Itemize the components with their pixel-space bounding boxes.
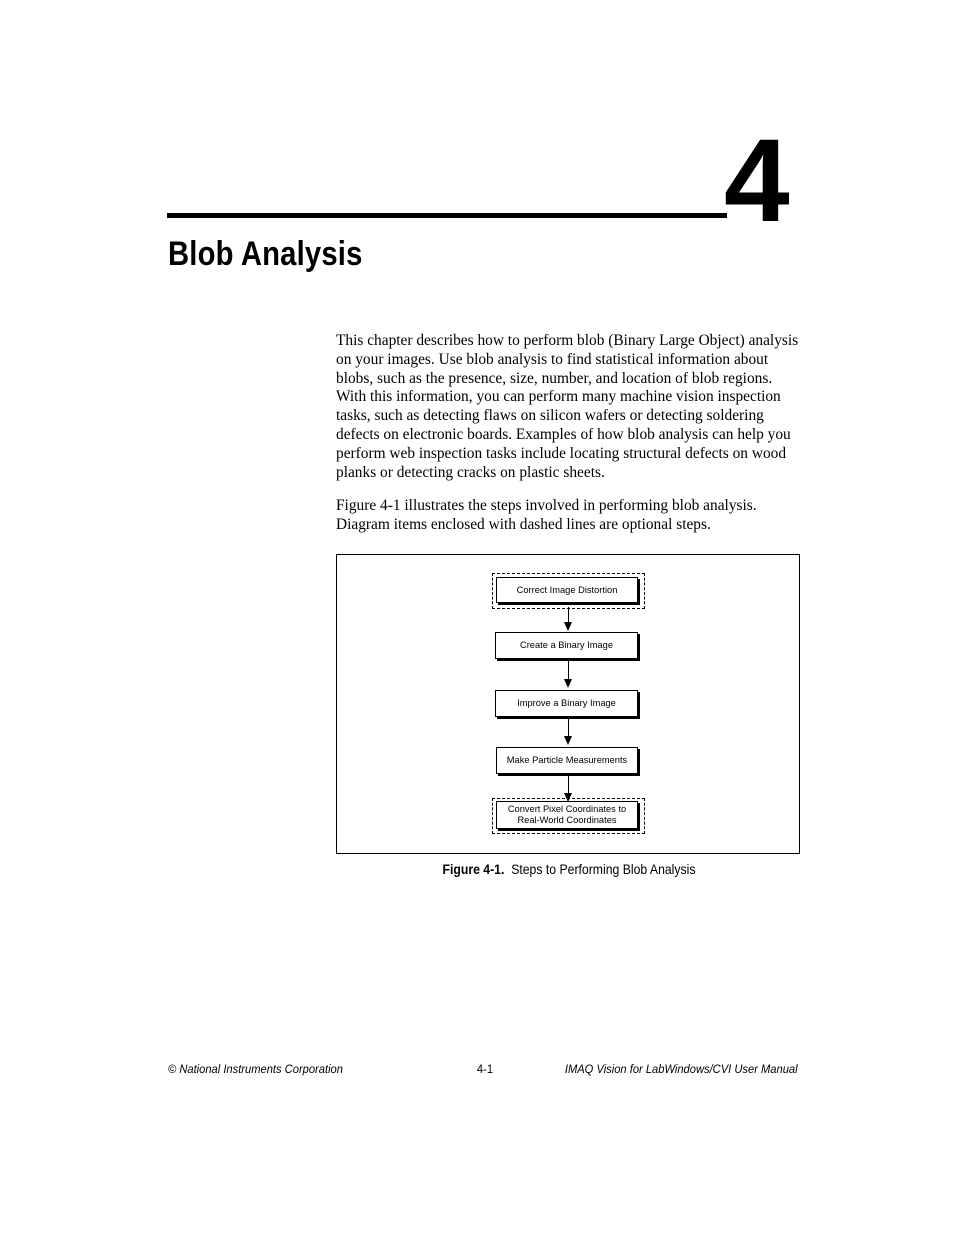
flow-step-correct-distortion xyxy=(496,577,638,603)
chapter-title: Blob Analysis xyxy=(168,235,363,273)
flow-arrow-line xyxy=(568,776,569,793)
figure-intro-paragraph: Figure 4-1 illustrates the steps involved in performing blob analysis. Diagram items enclosed with dashed lines are optional steps. xyxy=(336,497,757,533)
footer-manual-title: IMAQ Vision for LabWindows/CVI User Manual xyxy=(565,1062,798,1076)
intro-paragraph: This chapter describes how to perform blob (Binary Large Object) analysis on your images. Use blob analysis to find statistical information about blobs, such as the presence, size, number, and location of blob regions. With this information, you can perform many machine vision inspection tasks, such as detecting flaws on silicon wafers or detecting soldering defects on electronic boards. Examples of how blob analysis can help you perform web inspection tasks include locating structural defects on wood planks or detecting cracks on plastic sheets. xyxy=(336,332,799,481)
flow-step-convert-coordinates xyxy=(496,801,638,829)
flow-step-improve-binary xyxy=(495,690,638,717)
chapter-rule xyxy=(167,213,727,218)
figure-caption xyxy=(359,862,778,877)
flow-step-label: Improve a Binary Image xyxy=(517,698,616,708)
flow-step-label-line1: Convert Pixel Coordinates to xyxy=(507,804,627,814)
flow-step-label-line2: Real-World Coordinates xyxy=(517,815,617,825)
flow-step-label: Create a Binary Image xyxy=(519,640,613,650)
flow-arrow-line xyxy=(568,607,569,623)
flow-arrow-line xyxy=(568,719,569,736)
chapter-number: 4 xyxy=(724,115,786,247)
flow-step-create-binary xyxy=(495,632,638,659)
flow-arrow-line xyxy=(568,661,569,679)
figure-caption-label: Figure 4-1. xyxy=(442,862,505,877)
footer-copyright: © National Instruments Corporation xyxy=(168,1062,343,1076)
flow-step-particle-measurements xyxy=(496,747,638,774)
flow-step-label: Correct Image Distortion xyxy=(516,584,618,595)
flow-arrow-head xyxy=(564,679,572,688)
flow-step-label: Make Particle Measurements xyxy=(506,755,628,765)
flow-arrow-head xyxy=(564,736,572,745)
figure-caption-text: Steps to Performing Blob Analysis xyxy=(511,862,696,877)
figure-frame xyxy=(336,554,800,854)
footer-page-number: 4-1 xyxy=(476,1062,494,1076)
flow-arrow-head xyxy=(564,622,572,631)
